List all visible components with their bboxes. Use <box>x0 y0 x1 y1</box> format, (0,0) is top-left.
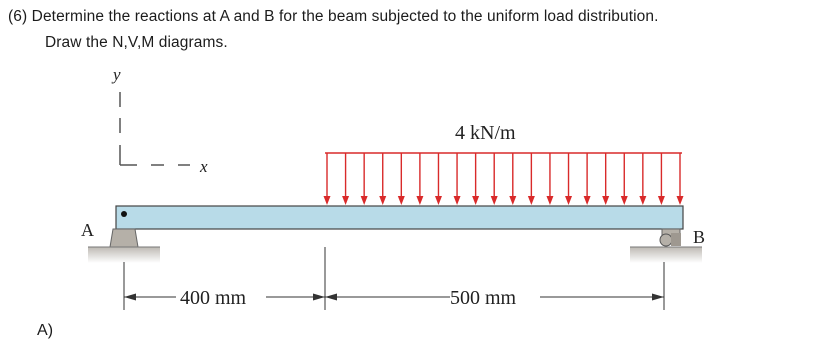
load-arrowhead <box>342 196 349 205</box>
load-arrowhead <box>546 196 553 205</box>
problem-statement-line-1: (6) Determine the reactions at A and B for the beam subjected to the uniform load distribution. <box>8 8 659 25</box>
load-arrowhead <box>565 196 572 205</box>
load-arrowhead <box>361 196 368 205</box>
load-arrowhead <box>324 196 331 205</box>
support-b-label: B <box>693 227 706 247</box>
coordinate-axes <box>111 65 208 176</box>
dimension-left-label: 400 mm <box>180 287 247 309</box>
support-a-label: A <box>81 220 94 240</box>
load-arrowhead <box>435 196 442 205</box>
beam <box>116 206 683 229</box>
load-label: 4 kN/m <box>455 122 516 144</box>
ground-b <box>630 247 702 263</box>
load-arrowhead <box>621 196 628 205</box>
load-arrows <box>324 153 684 205</box>
load-arrowhead <box>584 196 591 205</box>
problem-statement-line-2: Draw the N,V,M diagrams. <box>45 34 228 51</box>
ground-a <box>88 247 160 263</box>
load-arrowhead <box>379 196 386 205</box>
load-arrowhead <box>639 196 646 205</box>
dimension-right-label: 500 mm <box>450 287 517 309</box>
load-arrowhead <box>454 196 461 205</box>
uniform-load <box>324 122 684 205</box>
load-arrowhead <box>491 196 498 205</box>
axis-y-label: y <box>113 65 121 84</box>
pin-a <box>121 211 127 217</box>
axis-x-label: x <box>200 157 208 176</box>
load-arrowhead <box>602 196 609 205</box>
load-arrowhead <box>658 196 665 205</box>
roller-b <box>660 234 672 246</box>
load-arrowhead <box>472 196 479 205</box>
load-arrowhead <box>677 196 684 205</box>
load-arrowhead <box>528 196 535 205</box>
answer-label: A) <box>37 322 54 339</box>
support-b <box>630 227 705 263</box>
load-arrowhead <box>509 196 516 205</box>
load-arrowhead <box>398 196 405 205</box>
dimension-lines <box>124 247 664 310</box>
load-arrowhead <box>416 196 423 205</box>
